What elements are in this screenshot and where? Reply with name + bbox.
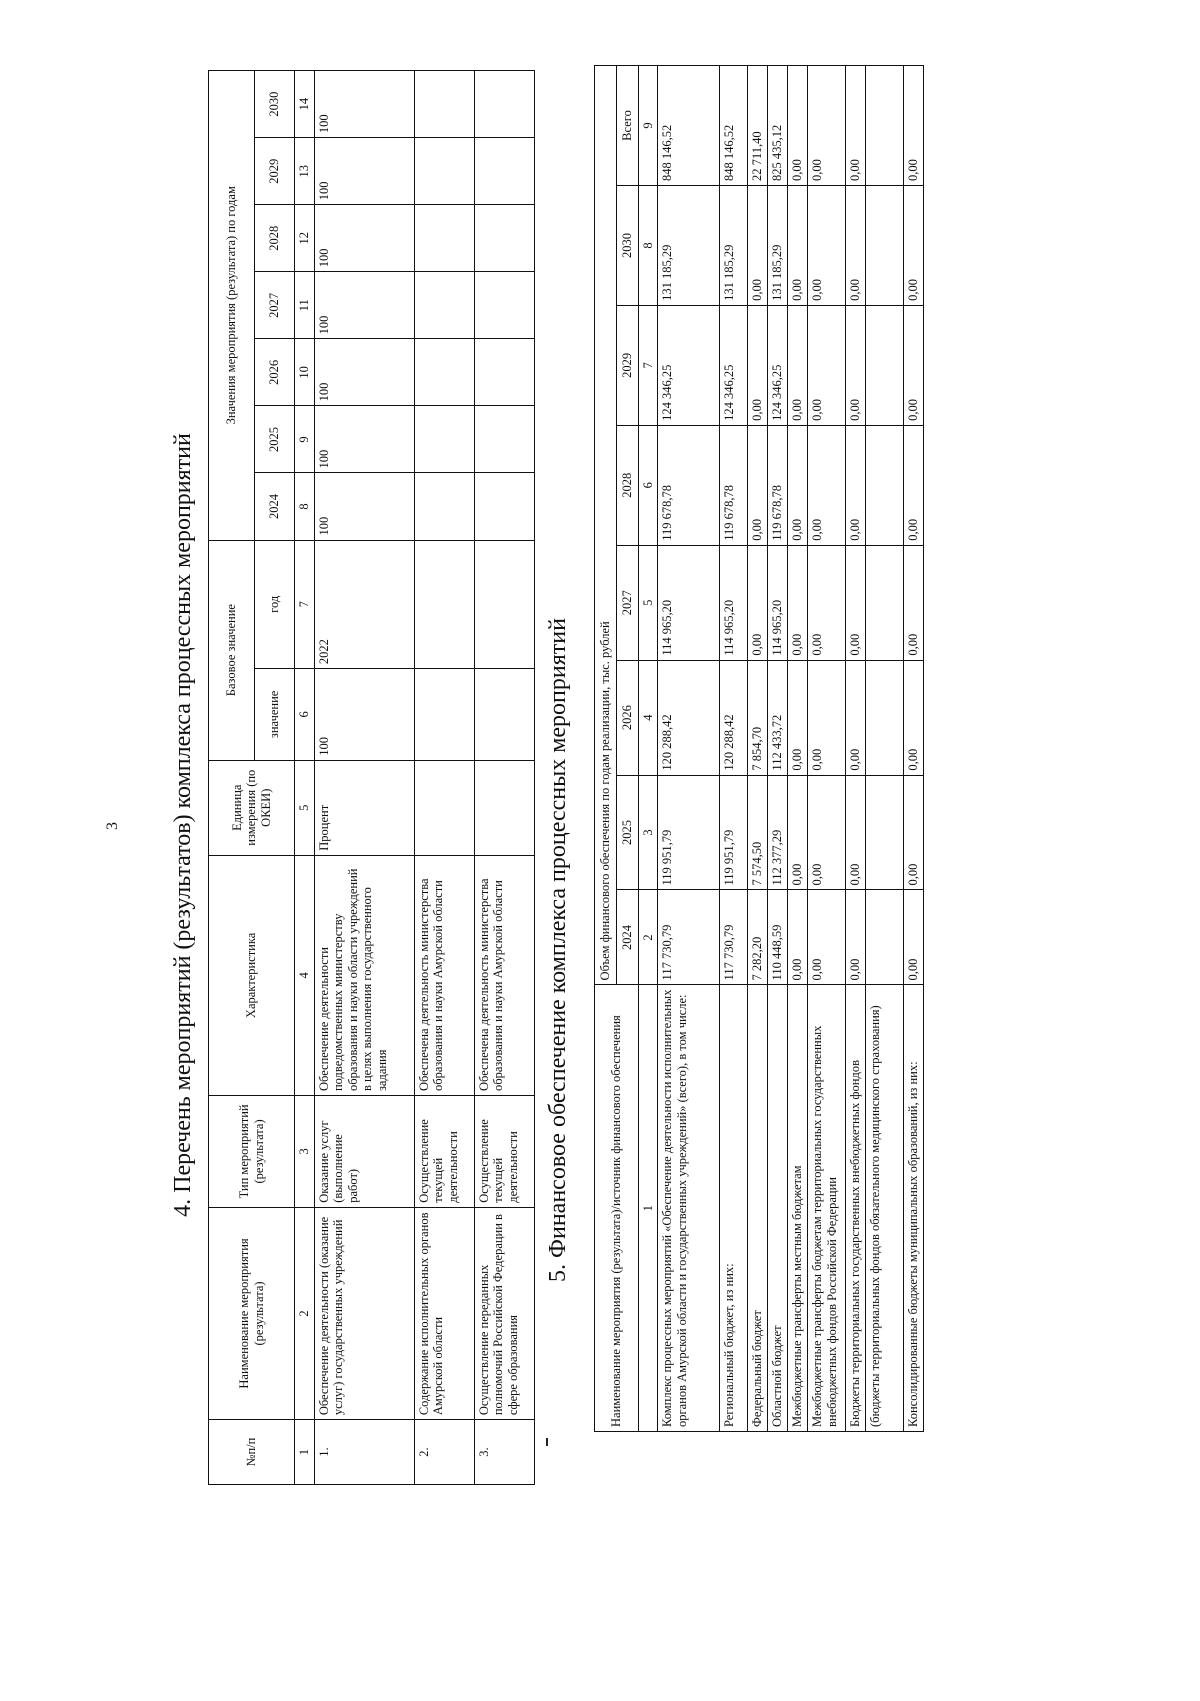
row-year-value: 100 — [315, 272, 415, 339]
col-number: 8 — [295, 473, 315, 540]
row-base-value — [475, 669, 535, 761]
table-row — [904, 66, 924, 1432]
section4-title: 4. Перечень мероприятий (результатов) комплекса процессных мероприятий — [170, 433, 196, 1217]
row-year-value: 100 — [315, 138, 415, 205]
fin-row-value: 7 282,20 — [748, 890, 768, 985]
fin-row-value: 0,00 — [904, 775, 924, 890]
fin-row-value: 0,00 — [904, 545, 924, 660]
page-mark — [546, 1438, 548, 1446]
row-base-value — [415, 669, 475, 761]
row-type: Осуществление текущей деятельности — [415, 1096, 475, 1208]
row-year-value — [415, 339, 475, 406]
row-year-value — [415, 205, 475, 272]
col-header-type: Тип мероприятий (результата) — [209, 1096, 295, 1208]
table-row — [808, 66, 846, 1432]
col-header-name: Наименование мероприятия (результата) — [209, 1207, 295, 1419]
row-desc: Обеспечена деятельность министерства образования и науки Амурской области — [415, 855, 475, 1095]
fin-row-value: 0,00 — [904, 305, 924, 425]
col-header-year: 2026 — [255, 339, 295, 406]
fin-row-name: Консолидированные бюджеты муниципальных образований, из них: — [904, 985, 924, 1432]
fin-row-name: Комплекс процессных мероприятий «Обеспечение деятельности исполнительных органов Амурской области и государственных учреждений» (всего), в том числе: — [658, 985, 720, 1432]
fin-row-name: Бюджеты территориальных государственных внебюджетных фондов — [846, 985, 866, 1432]
fin-row-value: 0,00 — [904, 185, 924, 305]
col-number: 3 — [295, 1096, 315, 1208]
row-year-value — [475, 138, 535, 205]
col-header-years-group: Значения мероприятия (результата) по годам — [209, 71, 255, 541]
fin-col-number: 6 — [639, 425, 658, 545]
table-row — [768, 66, 788, 1432]
col-header-unit: Единица измерения (по ОКЕИ) — [209, 760, 295, 855]
fin-row-total: 0,00 — [788, 66, 808, 186]
fin-col-header-year: 2027 — [617, 545, 639, 660]
section5-title: 5. Финансовое обеспечение комплекса процессных мероприятий — [545, 618, 571, 1282]
fin-row-value: 0,00 — [904, 890, 924, 985]
fin-row-value: 119 951,79 — [720, 775, 748, 890]
fin-col-number: 1 — [639, 985, 658, 1432]
row-num: 1. — [315, 1420, 415, 1485]
fin-row-value: 110 448,59 — [768, 890, 788, 985]
row-base-value: 100 — [315, 669, 415, 761]
fin-col-number: 9 — [639, 66, 658, 186]
row-year-value — [415, 138, 475, 205]
fin-col-number: 2 — [639, 890, 658, 985]
fin-row-value: 0,00 — [748, 305, 768, 425]
fin-col-number: 5 — [639, 545, 658, 660]
row-unit — [475, 760, 535, 855]
fin-col-header-year: 2029 — [617, 305, 639, 425]
fin-row-total: 22 711,40 — [748, 66, 768, 186]
col-number: 7 — [295, 540, 315, 669]
col-number: 1 — [295, 1420, 315, 1485]
fin-row-value: 120 288,42 — [720, 660, 748, 775]
row-year-value — [415, 406, 475, 473]
row-year-value — [475, 205, 535, 272]
row-name: Осуществление переданных полномочий Российской Федерации в сфере образования — [475, 1207, 535, 1419]
row-year-value — [475, 339, 535, 406]
fin-col-header-group: Объем финансового обеспечения по годам реализации, тыс. рублей — [595, 66, 617, 985]
table-row — [720, 66, 748, 1432]
fin-col-header-name: Наименование мероприятия (результата)/источник финансового обеспечения — [595, 985, 639, 1432]
fin-row-value — [866, 545, 904, 660]
activities-table — [208, 70, 535, 1485]
fin-row-total: 0,00 — [846, 66, 866, 186]
col-header-year: 2025 — [255, 406, 295, 473]
table-row — [415, 71, 475, 1485]
fin-row-value: 114 965,20 — [720, 545, 748, 660]
fin-row-value: 7 574,50 — [748, 775, 768, 890]
fin-row-value: 0,00 — [788, 545, 808, 660]
fin-row-value: 0,00 — [748, 185, 768, 305]
fin-row-value: 0,00 — [788, 425, 808, 545]
fin-row-value: 117 730,79 — [658, 890, 720, 985]
fin-row-value: 0,00 — [788, 890, 808, 985]
fin-row-value: 120 288,42 — [658, 660, 720, 775]
fin-col-header-year: 2024 — [617, 890, 639, 985]
fin-row-value: 0,00 — [808, 185, 846, 305]
fin-row-value: 0,00 — [808, 305, 846, 425]
fin-row-value — [866, 775, 904, 890]
table-row — [748, 66, 768, 1432]
row-type: Осуществление текущей деятельности — [475, 1096, 535, 1208]
fin-row-value: 0,00 — [788, 775, 808, 890]
fin-col-header-year: 2026 — [617, 660, 639, 775]
fin-row-value: 0,00 — [748, 545, 768, 660]
fin-row-name: Региональный бюджет, из них: — [720, 985, 748, 1432]
fin-row-total — [866, 66, 904, 186]
col-number: 12 — [295, 205, 315, 272]
fin-row-value: 0,00 — [808, 775, 846, 890]
fin-row-value: 114 965,20 — [658, 545, 720, 660]
row-year-value — [475, 406, 535, 473]
row-year-value — [415, 71, 475, 138]
fin-row-value: 0,00 — [846, 545, 866, 660]
col-header-base-year: год — [255, 540, 295, 669]
row-num: 3. — [475, 1420, 535, 1485]
row-year-value: 100 — [315, 205, 415, 272]
page-number: 3 — [104, 822, 121, 830]
fin-row-value: 0,00 — [748, 425, 768, 545]
fin-col-header-year: 2030 — [617, 185, 639, 305]
fin-col-number: 7 — [639, 305, 658, 425]
fin-row-total: 848 146,52 — [658, 66, 720, 186]
row-base-year — [475, 540, 535, 669]
col-header-year: 2024 — [255, 473, 295, 540]
fin-row-value: 0,00 — [846, 185, 866, 305]
col-number: 2 — [295, 1207, 315, 1419]
fin-row-value — [866, 305, 904, 425]
row-year-value — [475, 272, 535, 339]
row-base-year: 2022 — [315, 540, 415, 669]
row-year-value — [475, 473, 535, 540]
fin-row-name: Областной бюджет — [768, 985, 788, 1432]
fin-row-value — [866, 890, 904, 985]
fin-row-value: 7 854,70 — [748, 660, 768, 775]
row-year-value: 100 — [315, 339, 415, 406]
table-row — [315, 71, 415, 1485]
fin-row-value: 0,00 — [788, 305, 808, 425]
table-row — [788, 66, 808, 1432]
row-year-value: 100 — [315, 473, 415, 540]
financing-table — [594, 65, 924, 1432]
fin-row-value: 124 346,25 — [658, 305, 720, 425]
fin-row-value: 0,00 — [846, 305, 866, 425]
fin-row-value: 131 185,29 — [658, 185, 720, 305]
fin-row-name: Межбюджетные трансферты местным бюджетам — [788, 985, 808, 1432]
table-row — [866, 66, 904, 1432]
fin-col-header-year: 2025 — [617, 775, 639, 890]
col-header-base: Базовое значение — [209, 540, 255, 760]
fin-row-name: (бюджеты территориальных фондов обязательного медицинского страхования) — [866, 985, 904, 1432]
fin-row-value: 131 185,29 — [768, 185, 788, 305]
col-header-desc: Характеристика — [209, 855, 295, 1095]
row-year-value — [475, 71, 535, 138]
fin-row-value — [866, 660, 904, 775]
row-unit: Процент — [315, 760, 415, 855]
fin-row-value: 0,00 — [846, 660, 866, 775]
col-number: 10 — [295, 339, 315, 406]
col-number: 5 — [295, 760, 315, 855]
col-header-num: №п/п — [209, 1420, 295, 1485]
fin-row-value: 0,00 — [846, 890, 866, 985]
fin-row-value: 0,00 — [808, 425, 846, 545]
fin-row-value: 0,00 — [846, 775, 866, 890]
table-row — [658, 66, 720, 1432]
fin-row-total: 0,00 — [808, 66, 846, 186]
row-desc: Обеспечение деятельности подведомственных министерству образования и науки области учреждений в целях выполнения государственного задания — [315, 855, 415, 1095]
row-year-value: 100 — [315, 406, 415, 473]
fin-row-name: Межбюджетные трансферты бюджетам территориальных государственных внебюджетных фондов Российской Федерации — [808, 985, 846, 1432]
table-row — [846, 66, 866, 1432]
col-header-year: 2030 — [255, 71, 295, 138]
fin-row-value — [866, 185, 904, 305]
fin-row-total: 848 146,52 — [720, 66, 748, 186]
fin-row-total: 825 435,12 — [768, 66, 788, 186]
col-header-year: 2029 — [255, 138, 295, 205]
fin-row-value: 0,00 — [904, 660, 924, 775]
fin-row-value: 0,00 — [808, 660, 846, 775]
fin-row-value: 112 433,72 — [768, 660, 788, 775]
fin-row-value: 0,00 — [808, 545, 846, 660]
col-header-year: 2027 — [255, 272, 295, 339]
row-year-value — [415, 272, 475, 339]
col-number: 4 — [295, 855, 315, 1095]
row-base-year — [415, 540, 475, 669]
fin-row-value: 114 965,20 — [768, 545, 788, 660]
fin-row-value: 124 346,25 — [768, 305, 788, 425]
fin-col-header-year: 2028 — [617, 425, 639, 545]
col-number: 13 — [295, 138, 315, 205]
row-num: 2. — [415, 1420, 475, 1485]
fin-row-value: 0,00 — [788, 185, 808, 305]
row-year-value: 100 — [315, 71, 415, 138]
fin-row-value: 131 185,29 — [720, 185, 748, 305]
fin-row-value: 112 377,29 — [768, 775, 788, 890]
fin-row-value: 119 678,78 — [768, 425, 788, 545]
fin-col-number: 3 — [639, 775, 658, 890]
fin-row-value: 117 730,79 — [720, 890, 748, 985]
fin-row-value: 119 951,79 — [658, 775, 720, 890]
fin-col-header-total: Всего — [617, 66, 639, 186]
fin-row-value: 0,00 — [788, 660, 808, 775]
fin-row-value: 124 346,25 — [720, 305, 748, 425]
fin-row-name: Федеральный бюджет — [748, 985, 768, 1432]
row-desc: Обеспечена деятельность министерства образования и науки Амурской области — [475, 855, 535, 1095]
col-number: 14 — [295, 71, 315, 138]
col-number: 6 — [295, 669, 315, 761]
fin-row-value: 0,00 — [808, 890, 846, 985]
fin-row-value: 0,00 — [846, 425, 866, 545]
fin-row-value — [866, 425, 904, 545]
table-row — [475, 71, 535, 1485]
col-header-year: 2028 — [255, 205, 295, 272]
fin-col-number: 8 — [639, 185, 658, 305]
fin-row-value: 119 678,78 — [720, 425, 748, 545]
col-header-base-value: значение — [255, 669, 295, 761]
fin-row-value: 119 678,78 — [658, 425, 720, 545]
fin-row-total: 0,00 — [904, 66, 924, 186]
fin-row-value: 0,00 — [904, 425, 924, 545]
fin-col-number: 4 — [639, 660, 658, 775]
row-name: Содержание исполнительных органов Амурской области — [415, 1207, 475, 1419]
col-number: 11 — [295, 272, 315, 339]
col-number: 9 — [295, 406, 315, 473]
row-year-value — [415, 473, 475, 540]
row-type: Оказание услуг (выполнение работ) — [315, 1096, 415, 1208]
row-name: Обеспечение деятельности (оказание услуг) государственных учреждений — [315, 1207, 415, 1419]
row-unit — [415, 760, 475, 855]
